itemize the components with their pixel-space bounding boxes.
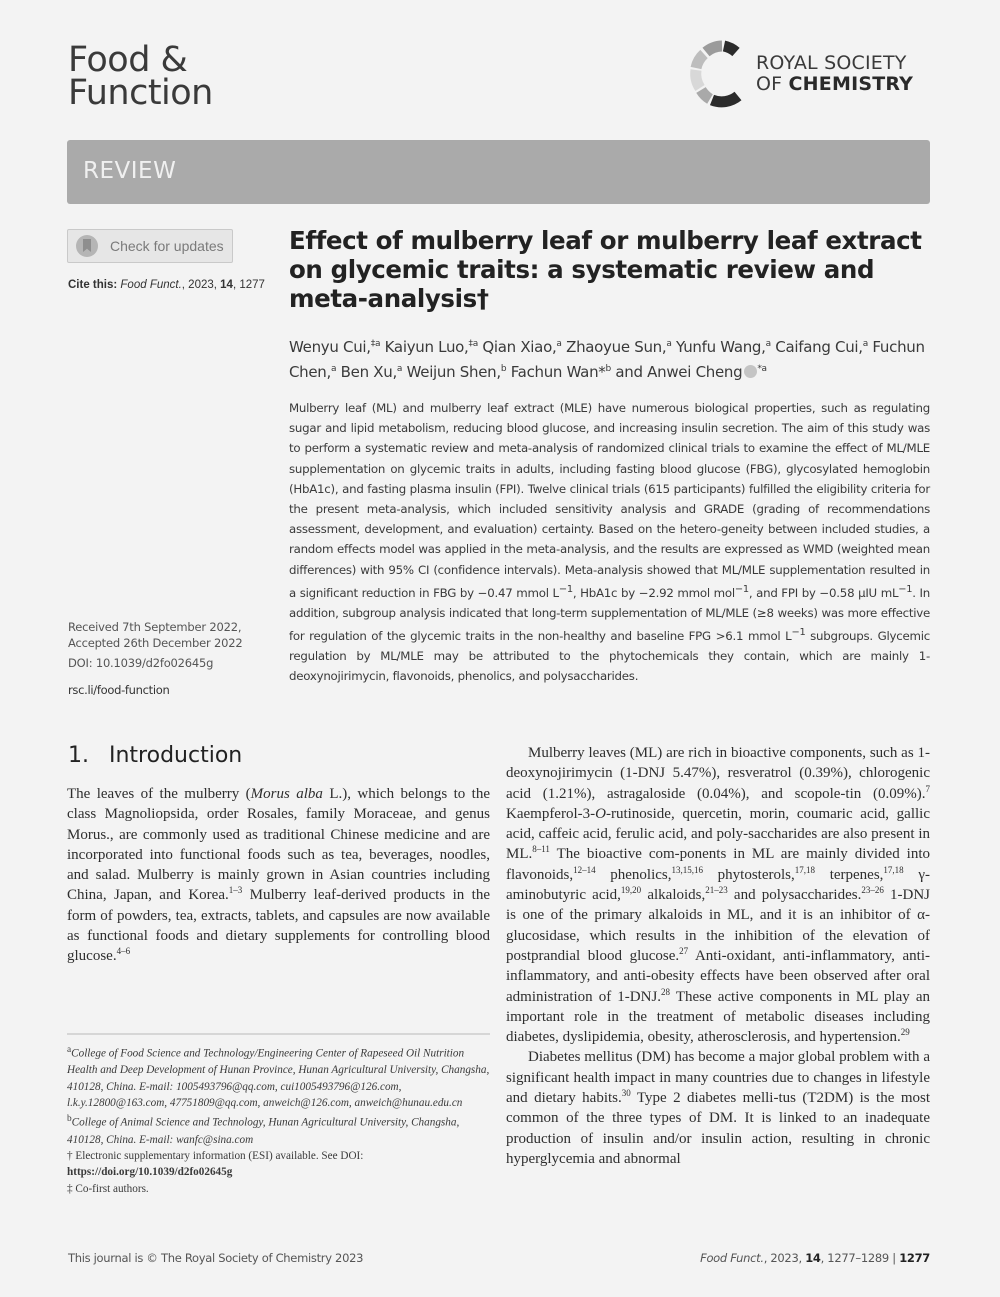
abstract <box>289 398 930 687</box>
affiliation-mark: a <box>330 364 337 374</box>
check-for-updates-button[interactable] <box>67 229 233 263</box>
affiliation-mark: a <box>556 339 562 349</box>
author-name[interactable]: Fachun Wan* <box>506 363 606 381</box>
author-name[interactable]: and Anwei Cheng <box>610 363 743 381</box>
author-name[interactable]: Fuchun Chen, <box>289 338 925 381</box>
affiliation-mark: *a <box>757 364 767 374</box>
author-list <box>289 333 939 383</box>
paragraph <box>506 1047 930 1169</box>
affiliation-mark: b <box>500 364 507 374</box>
author-name[interactable]: Zhaoyue Sun, <box>561 338 667 356</box>
affiliation-a <box>67 1042 497 1111</box>
affiliation-mark: a <box>862 339 868 349</box>
reference-link[interactable]: 30 <box>621 1088 631 1099</box>
affiliation-mark: a <box>396 364 403 374</box>
abstract-text: . In addition, subgroup analysis indicated that long-term supplementation of ML/MLE (≥8 weeks) was more effective for regulation of the glycemic traits in the non-healthy and baseline FPG >6.1 mmol L <box>289 585 930 644</box>
esi-text: † Electronic supplementary information (ESI) available. See DOI: <box>67 1149 364 1162</box>
affiliation-mark: a <box>67 1045 72 1055</box>
footnote-divider <box>67 1033 490 1035</box>
superscript: −1 <box>898 583 913 595</box>
text: Mulberry leaf-derived products in the form of powders, tea, extracts, tablets, and capsules are now available as functional foods and dietary supplements for controlling blood glucose. <box>67 887 490 965</box>
footer-citation <box>700 1251 930 1265</box>
check-for-updates-label: Check for updates <box>110 238 224 254</box>
text: phenolics, <box>595 866 672 883</box>
text: γ-aminobutyric acid, <box>506 866 930 904</box>
rsc-logo-icon <box>688 40 752 108</box>
footer-pages: , 1277–1289 | <box>820 1251 900 1265</box>
text: The bioactive com-ponents in ML are mainly divided into flavonoids, <box>506 846 930 883</box>
affiliation-text: College of Food Science and Technology/Engineering Center of Rapeseed Oil Nutrition Health and Deep Development of Hunan Province, Hunan Agricultural University, Changsha, 410128, China. E-mail: 1005493796@qq.com, cui1005493796@126.com, l.k.y.12800@163.com, 47751809@qq.com, anweich@126.com, anweich@hunau.edu.cn <box>67 1047 490 1109</box>
cite-page: , 1277 <box>232 279 265 291</box>
doi[interactable]: DOI: 10.1039/d2fo02645g <box>68 656 214 670</box>
publisher-logo <box>688 40 913 108</box>
text: Mulberry leaves (ML) are rich in bioactive components, such as 1-deoxynojirimycin (1-DNJ 5.47%), resveratrol (0.39%), chlorogenic acid (1.21%), astragaloside (0.04%), and scopole-tin (0.09%). <box>506 745 930 802</box>
text: -rutinoside, quercetin, morin, coumaric acid, gallic acid, caffeic acid, ferulic acid, and poly-saccharides are also present in ML. <box>506 805 930 863</box>
received-date: Received 7th September 2022, <box>68 620 242 634</box>
publisher-name-line1: ROYAL SOCIETY <box>756 52 907 74</box>
reference-link[interactable]: 4–6 <box>116 946 131 957</box>
article-title: Effect of mulberry leaf or mulberry leaf extract on glycemic traits: a systematic review and meta-analysis† <box>289 226 922 313</box>
species-name: Morus alba <box>250 786 323 802</box>
cofirst-note: ‡ Co-first authors. <box>67 1182 149 1195</box>
body-column-right <box>506 743 930 1169</box>
reference-link[interactable]: 27 <box>679 945 689 956</box>
footer-year: , 2023, <box>763 1251 806 1265</box>
reference-link[interactable]: 29 <box>900 1027 910 1038</box>
dates <box>68 619 242 651</box>
article-type-label: REVIEW <box>83 158 177 184</box>
abstract-text: Mulberry leaf (ML) and mulberry leaf extract (MLE) have numerous biological properties, such as regulating sugar and lipid metabolism, reducing blood glucose, and increasing insulin secretion. The aim of this study was to perform a systematic review and meta-analysis of randomized clinical trials to examine the effect of ML/MLE supplementation on glycemic traits in adults, including fasting blood glucose (FBG), glycosylated hemoglobin (HbA1c), and fasting plasma insulin (FPI). Twelve clinical trials (615 participants) fulfilled the eligibility criteria for the present meta-analysis, which included sensitivity analysis and GRADE (grading of recommendations assessment, development, and evaluation) certainty. Based on the hetero-geneity between included studies, a random effects model was applied in the meta-analysis, and the results are expressed as WMD (weighted mean differences) with 95% CI (confidence intervals). Meta-analysis showed that ML/MLE supplementation resulted in a significant reduction in FBG by −0.47 mmol L <box>289 401 930 600</box>
text: O <box>595 805 606 822</box>
footnotes <box>67 1042 497 1197</box>
paragraph <box>506 743 930 1047</box>
reference-link[interactable]: 1–3 <box>228 885 243 896</box>
article-type-banner <box>67 140 930 204</box>
reference-link[interactable]: 12–14 <box>573 864 596 875</box>
esi-link[interactable]: https://doi.org/10.1039/d2fo02645g <box>67 1166 233 1179</box>
text: and polysaccharides. <box>727 887 862 904</box>
affiliation-mark: a <box>666 339 672 349</box>
superscript: −1 <box>791 627 806 639</box>
author-name[interactable]: Yunfu Wang, <box>671 338 766 356</box>
cite-journal: Food Funct. <box>120 279 182 291</box>
text: These active components in ML play an important role in the treatment of metabolic diseases including diabetes, dyslipidemia, obesity, atherosclerosis, and hypertension. <box>506 988 930 1046</box>
author-name[interactable]: Qian Xiao, <box>477 338 557 356</box>
reference-link[interactable]: 17,18 <box>883 864 904 875</box>
footer-copyright: This journal is © The Royal Society of Chemistry 2023 <box>68 1251 364 1265</box>
reference-link[interactable]: 17,18 <box>794 864 816 875</box>
section-title: Introduction <box>109 743 243 768</box>
text: L.), which belongs to the class Magnoliopsida, order Rosales, family Moraceae, and genus Morus., are commonly used as traditional Chinese medicine and are incorporated into functional foods such as tea, beverages, noodles, and salad. Mulberry is mainly grown in Asian countries including China, Japan, and Korea. <box>67 786 490 904</box>
abstract-text: , HbA1c by −2.92 mmol mol <box>572 585 735 600</box>
author-name[interactable]: Caifang Cui, <box>770 338 863 356</box>
affiliation-b <box>67 1111 497 1148</box>
journal-title-line1: Food & <box>68 40 188 80</box>
cite-volume: 14 <box>220 279 233 291</box>
body-column-left <box>67 784 490 967</box>
text: phytosterols, <box>703 866 795 883</box>
page-number: 1277 <box>899 1251 930 1265</box>
journal-link[interactable]: rsc.li/food-function <box>68 683 170 697</box>
text: Type 2 diabetes melli-tus (T2DM) is the most common of the three types of DM. It is linked to an inadequate production of insulin and/or insulin action, resulting in chronic hyperglycemia and abnormal <box>506 1090 930 1167</box>
reference-link[interactable]: 28 <box>661 986 671 997</box>
affiliation-mark: a <box>765 339 771 349</box>
text: alkaloids, <box>641 887 706 904</box>
text: Anti-oxidant, anti-inflammatory, anti-inflammatory, and anti-obesity effects have been observed after oral administration of 1-DNJ. <box>506 947 930 1005</box>
reference-link[interactable]: 7 <box>925 783 930 794</box>
bookmark-icon <box>76 235 98 257</box>
cite-label: Cite this: <box>68 279 118 291</box>
section-number: 1. <box>68 743 89 768</box>
affiliation-mark: ‡a <box>370 339 381 349</box>
orcid-icon[interactable] <box>744 365 757 378</box>
author-name[interactable]: Weijun Shen, <box>402 363 501 381</box>
affiliation-mark: ‡a <box>468 339 478 349</box>
text: 1-DNJ is one of the primary alkaloids in ML, and it is an inhibitor of α-glucosidase, which results in the inhibition of the elevation of postprandial blood glucose. <box>506 887 931 964</box>
publisher-name-line2-prefix: OF <box>756 73 789 95</box>
esi-note <box>67 1148 497 1181</box>
footer-volume: 14 <box>805 1251 821 1265</box>
superscript: −1 <box>558 583 573 595</box>
author-name[interactable]: Wenyu Cui, <box>289 338 371 356</box>
reference-link[interactable]: 21–23 <box>705 885 728 896</box>
abstract-text: , and FPI by −0.58 μIU mL <box>748 585 899 600</box>
reference-link[interactable]: 19,20 <box>620 885 642 896</box>
cite-year: , 2023, <box>181 279 221 291</box>
affiliation-text: College of Animal Science and Technology, Hunan Agricultural University, Changsha, 410128, China. E-mail: wanfc@sina.com <box>67 1117 460 1146</box>
section-heading <box>68 743 242 768</box>
citation <box>68 279 265 291</box>
affiliation-mark: b <box>605 364 611 374</box>
author-name[interactable]: Ben Xu, <box>336 363 397 381</box>
journal-title <box>68 40 213 113</box>
text: Kaempferol-3- <box>506 805 596 822</box>
abstract-text: subgroups. Glycemic regulation by ML/MLE may be attributed to the phytochemicals they contain, which are mainly 1-deoxynojirimycin, flavonoids, phenolics, and polysaccharides. <box>289 629 930 684</box>
reference-link[interactable]: 13,15,16 <box>671 864 703 875</box>
reference-link[interactable]: 23–26 <box>861 885 884 896</box>
text: Diabetes mellitus (DM) has become a major global problem with a significant health impact in many countries due to changes in lifestyle and dietary habits. <box>506 1049 930 1107</box>
footer-journal: Food Funct. <box>700 1251 764 1265</box>
affiliation-mark: b <box>67 1114 72 1125</box>
reference-link[interactable]: 8–11 <box>532 844 550 855</box>
publisher-name-line2-bold: CHEMISTRY <box>788 73 914 95</box>
text: terpenes, <box>815 866 884 883</box>
accepted-date: Accepted 26th December 2022 <box>68 636 243 650</box>
author-name[interactable]: Kaiyun Luo, <box>380 338 469 356</box>
text: The leaves of the mulberry ( <box>67 786 251 802</box>
paragraph <box>67 784 490 967</box>
journal-title-line2: Function <box>68 73 213 113</box>
superscript: −1 <box>734 583 749 595</box>
